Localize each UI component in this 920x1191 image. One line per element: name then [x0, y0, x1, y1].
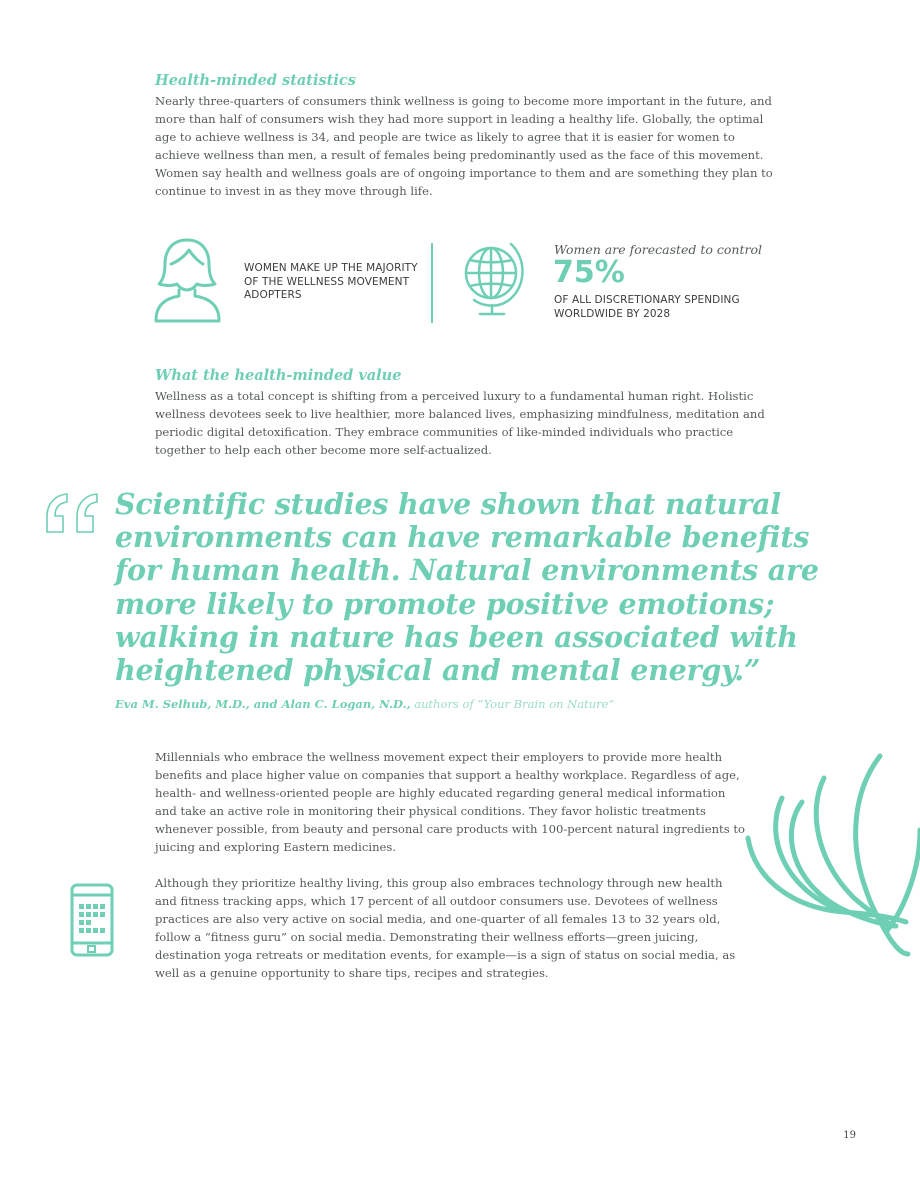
smartphone-icon — [70, 883, 114, 957]
page-number: 19 — [843, 1130, 856, 1141]
spending-intro: Women are forecasted to control — [554, 242, 763, 257]
section-heading-value: What the health-minded value — [155, 367, 402, 384]
spending-stat: OF ALL DISCRETIONARY SPENDING WORLDWIDE BY 2028 — [554, 294, 740, 320]
woman-icon — [153, 238, 223, 324]
quote-mark-icon — [45, 492, 103, 534]
millennials-paragraph: Millennials who embrace the wellness movement expect their employers to provide more health benefits and place higher value on companies that support a healthy workplace. Regardless of age, health- and wellness-oriented people are highly educated regarding general medical information and take an active role in monitoring their physical conditions. They favor holistic treatments whenever possible, from beauty and personal care products with 100-percent natural ingredients to juicing and exploring Eastern medicines. — [155, 750, 745, 854]
quote-source: authors of “Your Brain on Nature” — [414, 697, 615, 711]
globe-icon — [462, 240, 528, 318]
technology-paragraph: Although they prioritize healthy living, this group also embraces technology through new health and fitness tracking apps, which 17 percent of all outdoor consumers use. Devotees of wellness practices are also very active on social media, and one-quarter of all females 13 to 32 years old, follow a “fitness guru” on social media. Demonstrating their wellness efforts—green juicing, destination yoga retreats or meditation events, for example—is a sign of status on social media, as well as a genuine opportunity to share tips, recipes and strategies. — [155, 876, 736, 980]
statistics-paragraph: Nearly three-quarters of consumers think wellness is going to become more important in the future, and more than half of consumers wish they had more support in leading a healthy life. Globally, the optimal age to achieve wellness is 34, and people are twice as likely to agree that it is easier for women to achieve wellness than men, a result of females being predominantly used as the face of this movement. Women say health and wellness goals are of ongoing importance to them and are something they plan to continue to invest in as they move through life. — [155, 94, 773, 198]
lotus-icon — [744, 750, 920, 956]
section-heading-statistics: Health-minded statistics — [155, 72, 356, 89]
pull-quote: Scientific studies have shown that natural environments can have remarkable benefits for human health. Natural environments are more likely to promote positive emotions; walking in nature has been associated with heightened physical and mental energy.” — [115, 487, 819, 688]
quote-attribution — [115, 697, 614, 711]
value-paragraph: Wellness as a total concept is shifting from a perceived luxury to a fundamental human right. Holistic wellness devotees seek to live healthier, more balanced lives, emphasizing mindfulness, meditation and periodic digital detoxification. They embrace communities of like-minded individuals who practice together to help each other become more self-actualized. — [155, 389, 765, 457]
quote-author: Eva M. Selhub, M.D., and Alan C. Logan, N.D., — [115, 697, 411, 711]
stat-divider — [431, 243, 433, 323]
spending-percentage: 75% — [553, 255, 625, 290]
women-majority-stat: WOMEN MAKE UP THE MAJORITY OF THE WELLNESS MOVEMENT ADOPTERS — [244, 262, 418, 301]
